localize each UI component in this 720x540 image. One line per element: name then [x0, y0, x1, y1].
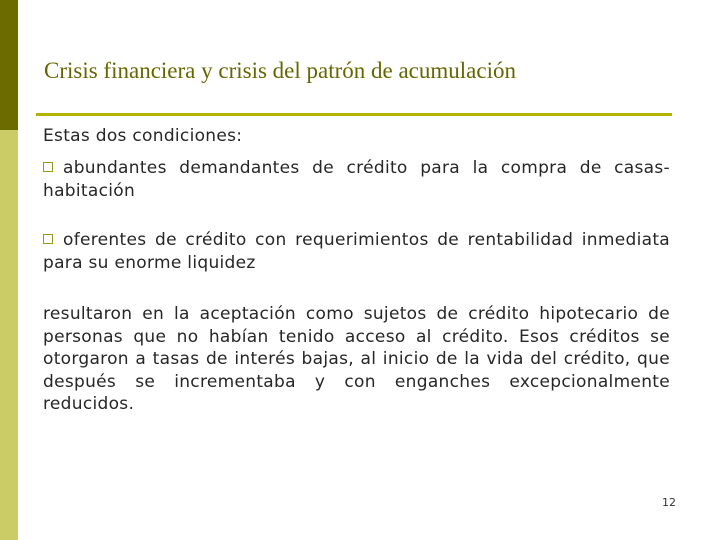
conclusion-paragraph: resultaron en la aceptación como sujetos de crédito hipotecario de personas que no habían tenido acceso al crédito. Esos créditos se otorgaron a tasas de interés bajas, al inicio de la vida del crédito, que después se incrementaba y con enganches excepcionalmente reducidos. — [43, 304, 670, 414]
bullet-item-2 — [43, 229, 670, 274]
intro-text: Estas dos condiciones: — [43, 126, 243, 146]
sidebar-accent-light — [0, 130, 18, 540]
bullet-text: oferentes de crédito con requerimientos de rentabilidad inmediata para su enorme liquidez — [43, 230, 670, 273]
sidebar-accent-dark — [0, 0, 18, 130]
page-number: 12 — [662, 496, 676, 509]
title-underline — [36, 113, 672, 116]
slide-title: Crisis financiera y crisis del patrón de acumulación — [44, 58, 516, 83]
square-bullet-icon — [43, 234, 53, 244]
bullet-text: abundantes demandantes de crédito para la compra de casas-habitación — [43, 158, 670, 201]
bullet-item-1 — [43, 157, 670, 202]
square-bullet-icon — [43, 162, 53, 172]
